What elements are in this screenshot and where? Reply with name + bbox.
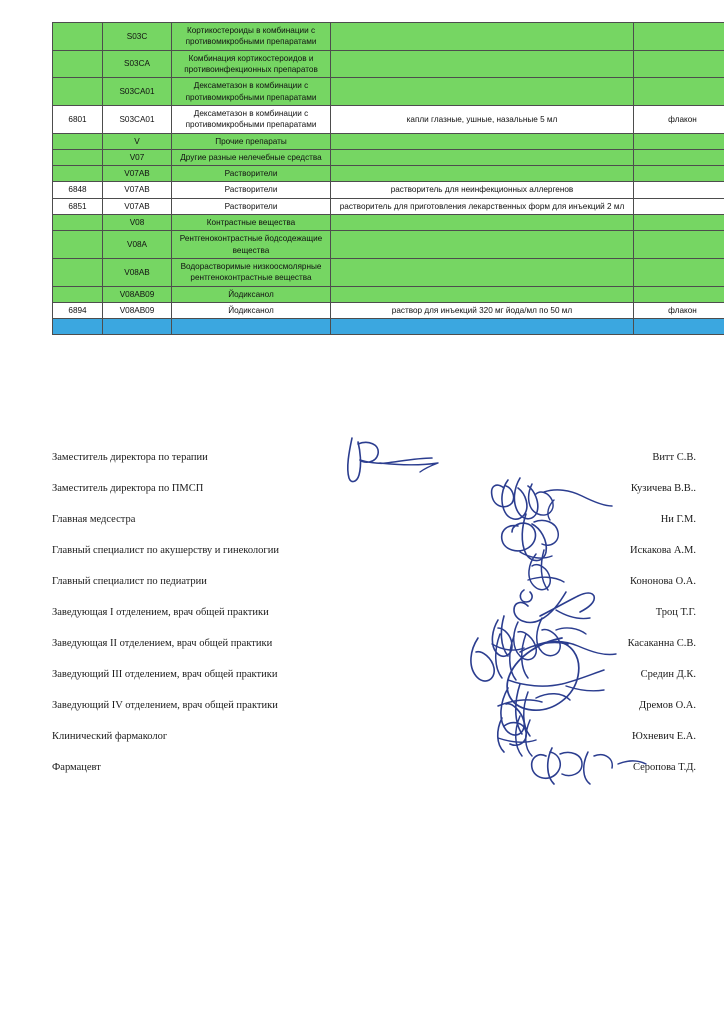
drug-formulary-table-container [52,22,696,335]
signature-name: Дремов О.А. [639,700,696,711]
table-cell-atc: V07AB [103,198,172,214]
table-row [53,166,724,182]
table-cell-name: Дексаметазон в комбинации с противомикробными препаратами [172,78,331,106]
signature-name: Искакова А.М. [630,545,696,556]
signature-title: Главный специалист по акушерству и гинекологии [52,545,279,556]
table-cell-unit [634,78,724,106]
table-cell-code [53,23,103,51]
table-cell-code: 6894 [53,302,103,318]
table-cell-atc: V08AB09 [103,286,172,302]
table-cell-unit [634,286,724,302]
signature-row [0,601,724,632]
table-cell-name: Йодиксанол [172,286,331,302]
table-cell-unit [634,23,724,51]
table-cell-form [331,133,634,149]
table-cell-code: 6851 [53,198,103,214]
table-row [53,319,724,335]
signature-name: Кузичева В.В.. [630,483,696,494]
table-cell-unit [634,149,724,165]
table-cell-name: Растворители [172,198,331,214]
table-cell-unit: флакон [634,302,724,318]
table-cell-unit [634,231,724,259]
signature-name: Серопова Т.Д. [632,762,696,773]
signature-title: Заведующая II отделением, врач общей практики [52,638,273,649]
table-cell-name: Комбинация кортикостероидов и противоинфекционных препаратов [172,50,331,78]
signature-row [0,508,724,539]
signature-row [0,446,724,477]
signature-row [0,663,724,694]
table-cell-atc: V08 [103,215,172,231]
table-cell-atc: S03CA01 [103,105,172,133]
drug-formulary-table [52,22,724,335]
table-cell-code [53,133,103,149]
table-cell-form: растворитель для приготовления лекарственных форм для инъекций 2 мл [331,198,634,214]
table-row [53,149,724,165]
signature-row [0,725,724,756]
table-cell-form [331,166,634,182]
table-cell-form [331,78,634,106]
table-cell-form: растворитель для неинфекционных аллергенов [331,182,634,198]
signature-name: Юхневич Е.А. [631,731,696,742]
table-row [53,231,724,259]
table-cell-name: Растворители [172,166,331,182]
table-cell-unit [634,215,724,231]
table-cell-form: раствор для инъекций 320 мг йода/мл по 50 мл [331,302,634,318]
table-row [53,198,724,214]
table-cell-atc: V07 [103,149,172,165]
table-cell-atc: V08AB [103,259,172,287]
table-cell-name: Другие разные нелечебные средства [172,149,331,165]
table-cell-form [331,319,634,335]
table-cell-atc [103,319,172,335]
table-cell-name: Дексаметазон в комбинации с противомикробными препаратами [172,105,331,133]
table-cell-name [172,319,331,335]
signature-title: Главный специалист по педиатрии [52,576,207,587]
table-cell-form [331,215,634,231]
signature-row [0,477,724,508]
signature-title: Главная медсестра [52,514,136,525]
table-cell-code [53,78,103,106]
signature-title: Заведующий III отделением, врач общей практики [52,669,278,680]
table-cell-form [331,23,634,51]
signature-name: Витт С.В. [652,452,696,463]
table-row [53,182,724,198]
table-cell-name: Прочие препараты [172,133,331,149]
table-cell-name: Водорастворимые низкоосмолярные рентгеноконтрастные вещества [172,259,331,287]
table-cell-form: капли глазные, ушные, назальные 5 мл [331,105,634,133]
table-cell-code: 6801 [53,105,103,133]
table-cell-code [53,166,103,182]
table-row [53,286,724,302]
table-cell-form [331,50,634,78]
signature-name: Троц Т.Г. [655,607,696,618]
signature-name: Средин Д.К. [640,669,696,680]
table-cell-unit [634,319,724,335]
signature-name: Касаканна С.В. [627,638,696,649]
table-cell-atc: V [103,133,172,149]
table-cell-form [331,231,634,259]
table-cell-code: 6848 [53,182,103,198]
signature-title: Заведующий IV отделением, врач общей практики [52,700,278,711]
signature-block [0,446,724,786]
table-cell-atc: S03C [103,23,172,51]
table-cell-unit: флакон [634,105,724,133]
table-cell-name: Кортикостероиды в комбинации с противомикробными препаратами [172,23,331,51]
table-cell-form [331,259,634,287]
table-cell-unit [634,259,724,287]
table-cell-atc: V08A [103,231,172,259]
table-cell-atc: V07AB [103,166,172,182]
signature-title: Заместитель директора по ПМСП [52,483,204,494]
signature-row [0,694,724,725]
table-row [53,105,724,133]
table-cell-name: Йодиксанол [172,302,331,318]
table-cell-name: Растворители [172,182,331,198]
signature-row [0,570,724,601]
table-cell-code [53,50,103,78]
table-cell-atc: S03CA [103,50,172,78]
table-cell-code [53,286,103,302]
table-cell-unit [634,182,724,198]
signature-row [0,539,724,570]
table-cell-unit [634,133,724,149]
table-cell-code [53,215,103,231]
table-cell-unit [634,166,724,182]
table-cell-atc: S03CA01 [103,78,172,106]
table-cell-form [331,149,634,165]
signature-row [0,632,724,663]
table-row [53,259,724,287]
signature-name: Кононова О.А. [630,576,696,587]
table-cell-code [53,149,103,165]
table-cell-code [53,231,103,259]
signature-title: Заместитель директора по терапии [52,452,208,463]
signature-name: Ни Г.М. [660,514,696,525]
table-row [53,215,724,231]
table-row [53,78,724,106]
table-cell-atc: V07AB [103,182,172,198]
signature-title: Клинический фармаколог [52,731,168,742]
signature-row [0,756,724,787]
signature-title: Заведующая I отделением, врач общей практики [52,607,269,618]
table-cell-form [331,286,634,302]
table-cell-atc: V08AB09 [103,302,172,318]
table-cell-name: Контрастные вещества [172,215,331,231]
table-cell-unit [634,198,724,214]
drug-formulary-table-body [53,23,724,335]
table-row [53,133,724,149]
table-cell-name: Рентгеноконтрастные йодсодежащие вещества [172,231,331,259]
table-cell-code [53,319,103,335]
table-row [53,50,724,78]
table-row [53,302,724,318]
signature-title: Фармацевт [52,762,101,773]
table-cell-code [53,259,103,287]
table-row [53,23,724,51]
table-cell-unit [634,50,724,78]
